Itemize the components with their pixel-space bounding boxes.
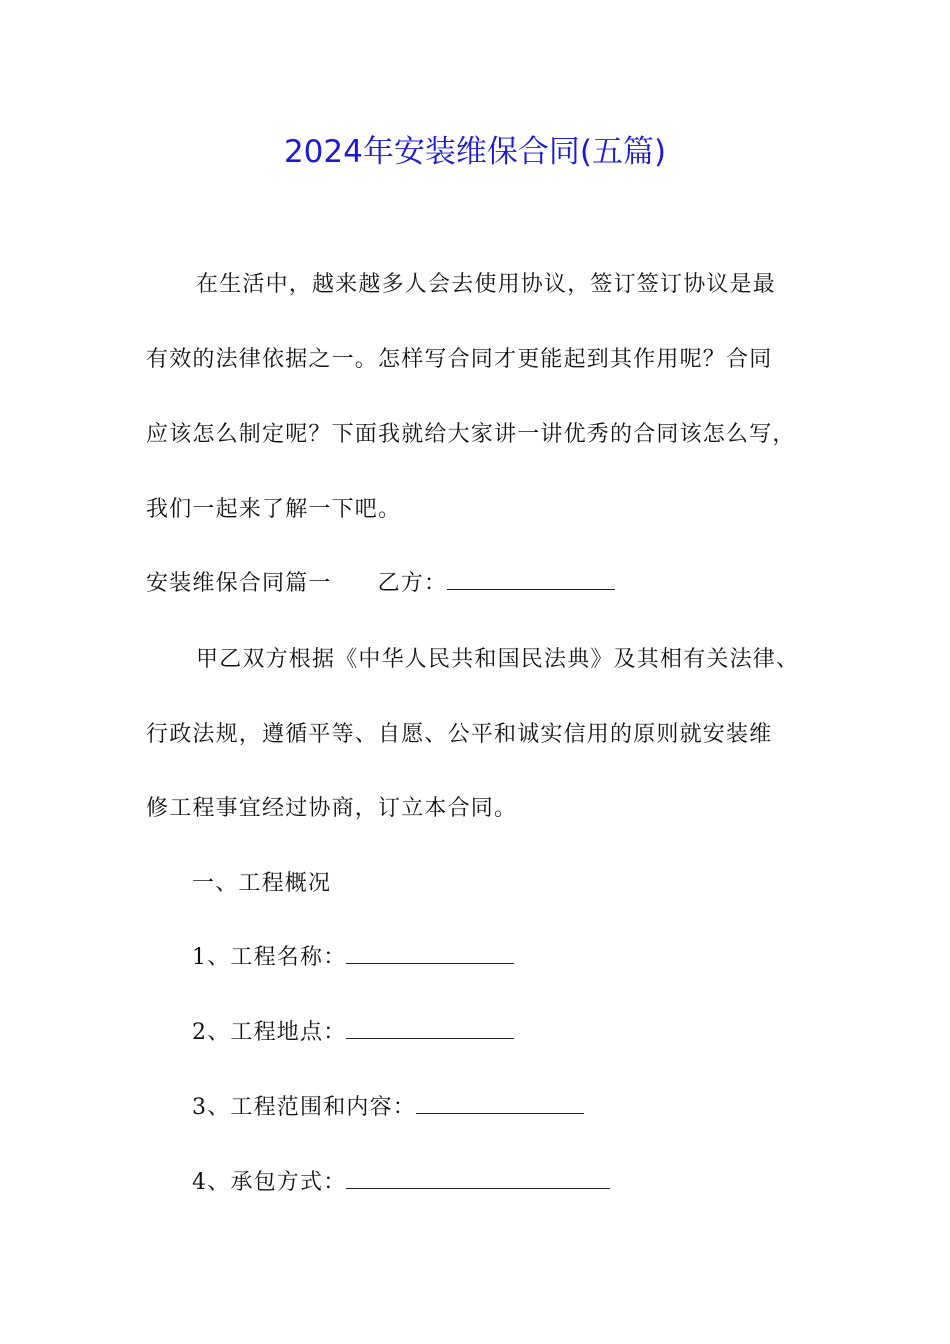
party-b-label: 乙方： — [377, 571, 448, 596]
item-blank-line — [346, 1018, 514, 1039]
intro-line-1: 在生活中，越来越多人会去使用协议，签订签订协议是最 — [196, 272, 777, 297]
section-heading-row — [146, 569, 615, 599]
item-row-4 — [192, 1168, 610, 1198]
item-label-contract-method: 4、承包方式： — [192, 1170, 347, 1195]
overview-heading: 一、工程概况 — [192, 871, 332, 896]
item-row-2 — [192, 1018, 514, 1048]
item-blank-line — [346, 1168, 610, 1189]
body-line-2: 行政法规，遵循平等、自愿、公平和诚实信用的原则就安装维 — [146, 722, 773, 747]
document-title: 2024年安装维保合同(五篇) — [283, 134, 667, 170]
body-line-3: 修工程事宜经过协商，订立本合同。 — [146, 796, 518, 821]
item-blank-line — [346, 943, 514, 964]
item-row-3 — [192, 1093, 584, 1123]
section-heading: 安装维保合同篇一 — [146, 571, 332, 596]
item-label-project-scope: 3、工程范围和内容： — [192, 1095, 416, 1120]
item-label-project-name: 1、工程名称： — [192, 945, 347, 970]
item-blank-line — [416, 1093, 584, 1114]
intro-line-3: 应该怎么制定呢？下面我就给大家讲一讲优秀的合同该怎么写， — [146, 422, 796, 447]
item-label-project-location: 2、工程地点： — [192, 1020, 347, 1045]
body-line-1: 甲乙双方根据《中华人民共和国民法典》及其相有关法律、 — [196, 647, 800, 672]
item-row-1 — [192, 943, 514, 973]
party-b-blank-line — [447, 569, 615, 590]
intro-line-4: 我们一起来了解一下吧。 — [146, 497, 402, 522]
intro-line-2: 有效的法律依据之一。怎样写合同才更能起到其作用呢？合同 — [146, 347, 773, 372]
